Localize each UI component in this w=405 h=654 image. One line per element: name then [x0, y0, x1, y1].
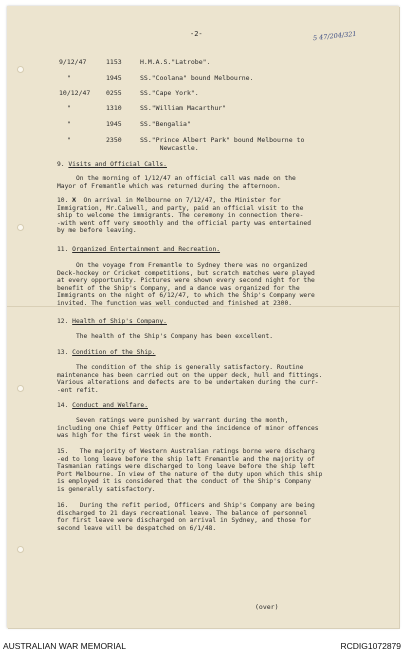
- movement-time: 1153: [106, 58, 122, 66]
- punch-hole: [17, 66, 24, 73]
- movement-ship: SS."William Macarthur": [140, 104, 227, 112]
- section-title: Condition of the Ship.: [72, 349, 156, 356]
- section-heading-condition: [57, 349, 156, 357]
- section-title: Health of Ship's Company.: [72, 318, 167, 325]
- section-number: 9.: [57, 161, 65, 168]
- section-heading-conduct: [57, 402, 148, 410]
- movement-time: 1945: [106, 74, 122, 82]
- movement-row: [59, 120, 379, 132]
- movement-time: 1310: [106, 104, 122, 112]
- movement-ship: SS."Prince Albert Park" bound Melbourne to Newcastle.: [140, 136, 305, 152]
- movement-row: [59, 104, 379, 116]
- section-heading-health: [57, 318, 167, 326]
- movement-date: ": [67, 74, 71, 82]
- section-number: 13.: [57, 349, 69, 356]
- movement-date: ": [67, 104, 71, 112]
- over-note: (over): [255, 603, 279, 611]
- movement-date: ": [67, 120, 71, 128]
- movement-ship: SS."Bengalia": [140, 120, 191, 128]
- movement-ship: SS."Coolana" bound Melbourne.: [140, 74, 254, 82]
- punch-hole: [17, 385, 24, 392]
- punch-hole: [17, 224, 24, 231]
- section-heading-visits: [57, 161, 167, 169]
- section-body-entertainment: On the voyage from Fremantle to Sydney there was no organized Deck-hockey or Cricket competitions, but scratch matches were played at every opportunity. Pictures were shown every second night for the benefit of the Ship's Company, and a dance was organized for the Immigrants on the night of 6/12/47, to which the Ship's Company were invited. The function was well conducted and finished at 2300.: [57, 262, 315, 307]
- punch-hole: [17, 546, 24, 553]
- archive-stamp: 5 47/204/321: [312, 29, 357, 43]
- page-number: -2-: [190, 30, 203, 38]
- section-title: Organized Entertainment and Recreation.: [72, 246, 221, 253]
- movement-ship: SS."Cape York".: [140, 89, 199, 97]
- movement-row: [59, 74, 379, 86]
- section-body-melbourne-visit: 10. Ж On arrival in Melbourne on 7/12/47, the Minister for Immigration, Mr.Calwell, and party, paid an official visit to the ship to welcome the immigrants. The ceremony in connection there- -with went off very smoothly and the official party was entertained by me before leaving.: [57, 197, 312, 235]
- movement-row: [59, 136, 379, 156]
- section-body-condition: The condition of the ship is generally satisfactory. Routine maintenance has been carried out on the upper deck, hull and fittings. Various alterations and defects are to be undertaken during the curr- -ent refit.: [57, 364, 323, 394]
- footer-institution: AUSTRALIAN WAR MEMORIAL: [3, 641, 126, 651]
- section-heading-entertainment: [57, 246, 220, 254]
- section-body-discharges: 15. The majority of Western Australian ratings borne were discharg -ed to long leave before the ship left Fremantle and the majority of Tasmanian ratings were discharged to long leave before the ship left Port Melbourne. In view of the nature of the duty upon which this ship is employed it is considered that the conduct of the Ship's Company is generally satisfactory.: [57, 448, 323, 493]
- section-number: 12.: [57, 318, 69, 325]
- movement-row: [59, 58, 379, 70]
- movement-ship: H.M.A.S."Latrobe".: [140, 58, 211, 66]
- section-body-visits: On the morning of 1/12/47 an official call was made on the Mayor of Fremantle which was returned during the afternoon.: [57, 175, 296, 190]
- section-title: Conduct and Welfare.: [72, 402, 148, 409]
- section-number: 11.: [57, 246, 69, 253]
- footer-record-id: RCDIG1072879: [340, 641, 401, 651]
- movement-time: 0255: [106, 89, 122, 97]
- movement-time: 2350: [106, 136, 122, 144]
- section-number: 14.: [57, 402, 69, 409]
- section-body-conduct: Seven ratings were punished by warrant during the month, including one Chief Petty Officer and the incidence of minor offences was high for the first week in the month.: [57, 417, 319, 440]
- movement-row: [59, 89, 379, 101]
- movement-date: ": [67, 136, 71, 144]
- section-body-refit-leave: 16. During the refit period, Officers and Ship's Company are being discharged to 21 days recreational leave. The balance of personnel for first leave were discharged on arrival in Sydney, and those for second leave will be despatched on 6/1/48.: [57, 502, 315, 532]
- section-body-health: The health of the Ship's Company has been excellent.: [57, 333, 274, 340]
- section-title: Visits and Official Calls.: [68, 161, 167, 168]
- movement-date: 10/12/47: [59, 89, 91, 97]
- movement-date: 9/12/47: [59, 58, 87, 66]
- movement-time: 1945: [106, 120, 122, 128]
